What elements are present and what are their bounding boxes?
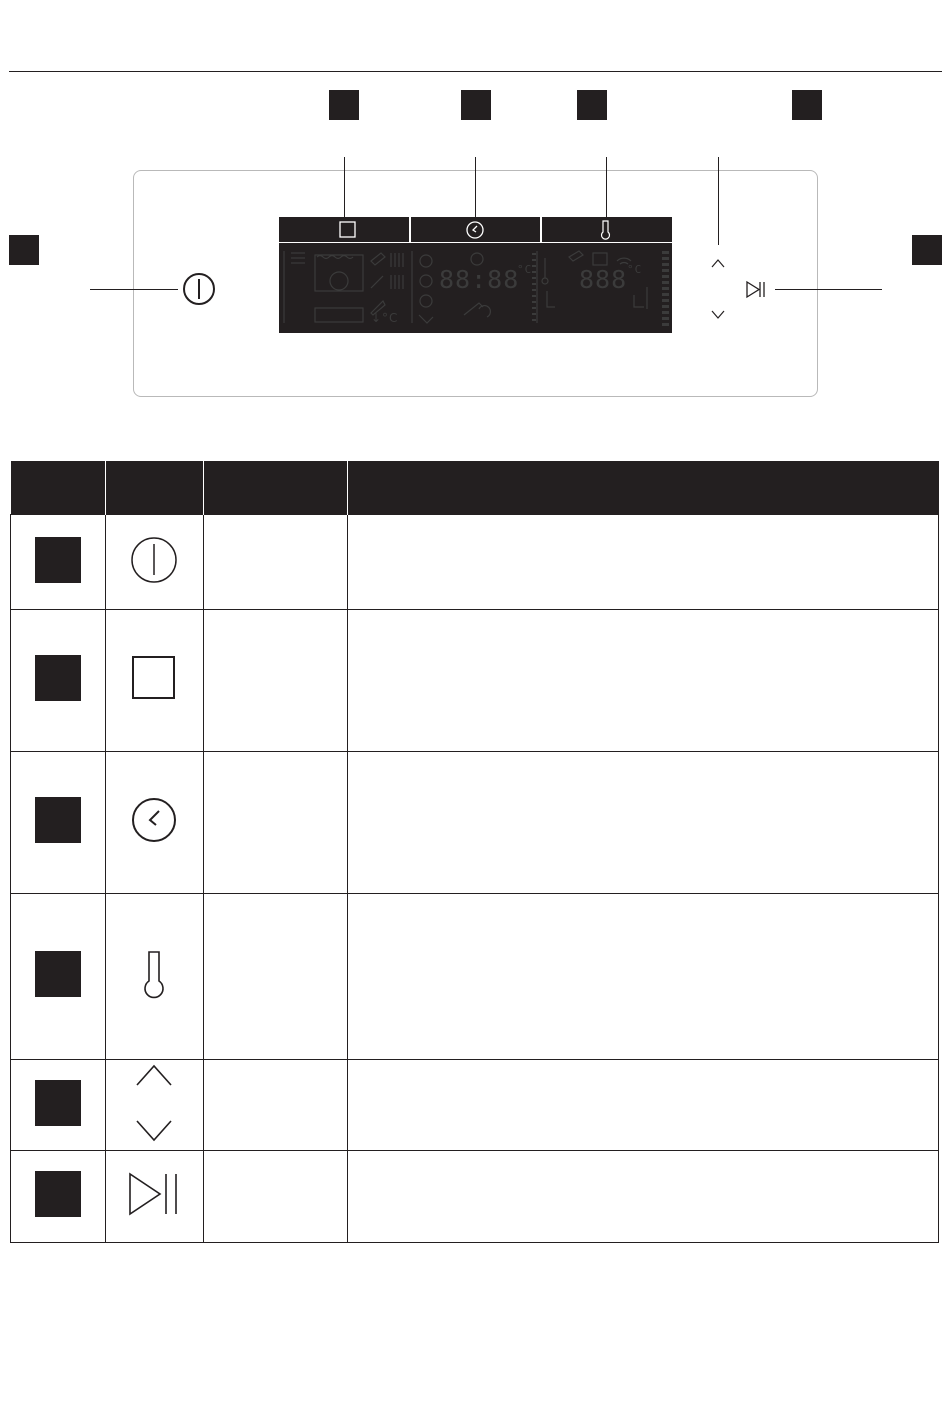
lcd-temp-unit: °C (627, 263, 643, 276)
lcd-temp-small: ↓°C (371, 311, 399, 325)
row-marker (11, 894, 106, 1060)
up-down-arrows-icon (134, 1061, 174, 1145)
header-cell (203, 461, 347, 515)
square-icon (131, 655, 177, 701)
row-name (203, 610, 347, 752)
table-row (11, 610, 939, 752)
power-icon[interactable] (184, 274, 214, 304)
row-icon (105, 1060, 203, 1151)
row-name (203, 752, 347, 894)
panel-controls (0, 0, 950, 420)
table-header (11, 461, 939, 515)
lcd-time-digits: 88:88 (439, 265, 520, 294)
row-icon (105, 610, 203, 752)
row-description (347, 752, 939, 894)
lcd-temp-digits: 888 (579, 265, 628, 294)
header-cell (347, 461, 939, 515)
row-marker (11, 515, 106, 610)
row-description (347, 894, 939, 1060)
row-description (347, 1151, 939, 1243)
row-marker (11, 1060, 106, 1151)
controls-table (10, 461, 939, 1243)
row-name (203, 1151, 347, 1243)
row-name (203, 515, 347, 610)
row-description (347, 515, 939, 610)
row-description (347, 610, 939, 752)
table-row (11, 515, 939, 610)
lcd-time-unit: °C (517, 263, 533, 276)
row-name (203, 894, 347, 1060)
down-arrow-icon[interactable] (712, 311, 724, 318)
table-row (11, 894, 939, 1060)
row-marker (11, 752, 106, 894)
row-description (347, 1060, 939, 1151)
row-name (203, 1060, 347, 1151)
header-cell (11, 461, 106, 515)
up-arrow-icon[interactable] (712, 260, 724, 267)
table-row (11, 1060, 939, 1151)
row-icon (105, 894, 203, 1060)
header-cell (105, 461, 203, 515)
clock-icon (129, 795, 179, 845)
row-icon (105, 515, 203, 610)
power-icon (129, 535, 179, 585)
thermometer-icon (139, 949, 169, 999)
row-icon (105, 1151, 203, 1243)
row-marker (11, 1151, 106, 1243)
table-row (11, 1151, 939, 1243)
play-pause-icon[interactable] (747, 282, 764, 297)
play-pause-icon (126, 1171, 182, 1217)
row-marker (11, 610, 106, 752)
table-row (11, 752, 939, 894)
row-icon (105, 752, 203, 894)
